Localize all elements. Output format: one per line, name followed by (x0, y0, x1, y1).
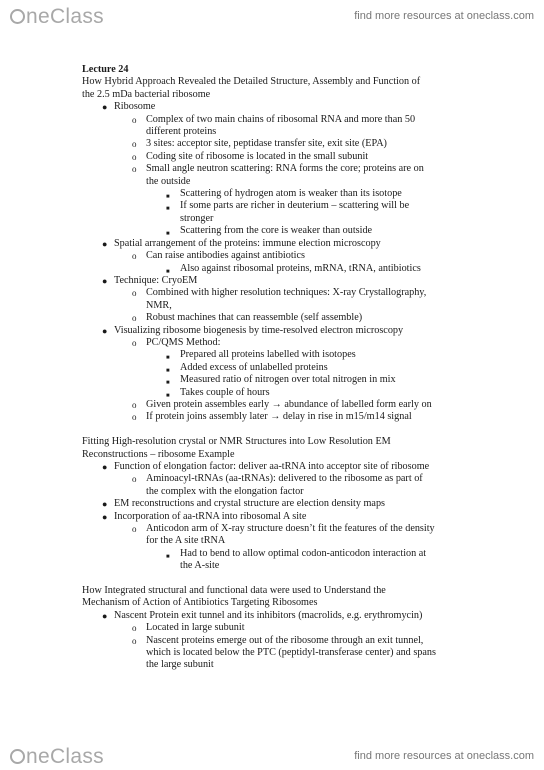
bullet-item: ● Spatial arrangement of the proteins: immune election microscopy (102, 237, 381, 249)
header-tagline[interactable]: find more resources at oneclass.com (354, 10, 534, 22)
section-heading: Reconstructions – ribosome Example (82, 448, 235, 460)
bullet-item: ● EM reconstructions and crystal structure are election density maps (102, 498, 386, 510)
sub-sub-bullet-item: ■ Scattering from the core is weaker than outside (82, 225, 482, 237)
page-footer (0, 742, 544, 770)
sub-bullet-item: o Small angle neutron scattering: RNA forms the core; proteins are on (132, 163, 424, 175)
circle-bullet-icon: o (132, 337, 137, 348)
sub-bullet-item: o Combined with higher resolution techniques: X-ray Crystallography, (132, 287, 427, 299)
sub-bullet-item: o Aminoacyl-tRNAs (aa-tRNAs): delivered to the ribosome as part of (132, 473, 423, 485)
sub-bullet-item: o Given protein assembles early → abundance of labelled form early on (132, 398, 432, 410)
circle-bullet-icon: o (132, 474, 137, 485)
bullet-icon: ● (102, 499, 108, 510)
sub-sub-bullet-item: ■ Measured ratio of nitrogen over total nitrogen in mix (82, 374, 482, 386)
continuation: the complex with the elongation factor (146, 485, 304, 497)
continuation: the large subunit (146, 659, 214, 671)
square-bullet-icon: ■ (166, 392, 170, 399)
section-heading: Fitting High-resolution crystal or NMR Structures into Low Resolution EM (82, 436, 391, 448)
lecture-notes (82, 64, 482, 672)
sub-sub-bullet-item: ■ Scattering of hydrogen atom is weaker than its isotope (82, 188, 482, 200)
circle-bullet-icon: o (132, 635, 137, 646)
circle-bullet-icon: o (132, 151, 137, 162)
sub-sub-bullet-item: ■ Prepared all proteins labelled with isotopes (82, 349, 482, 361)
bullet-icon: ● (102, 511, 108, 522)
bullet-icon: ● (102, 610, 108, 621)
section-heading: the 2.5 mDa bacterial ribosome (82, 88, 211, 100)
circle-bullet-icon: o (132, 139, 137, 150)
oneclass-logo[interactable] (10, 6, 104, 27)
bullet-item: ● Nascent Protein exit tunnel and its inhibitors (macrolids, e.g. erythromycin) (102, 609, 423, 621)
square-bullet-icon: ■ (166, 553, 170, 560)
sub-bullet-item: o Coding site of ribosome is located in the small subunit (132, 150, 369, 162)
square-bullet-icon: ■ (166, 367, 170, 374)
continuation: different proteins (146, 126, 217, 138)
logo-o-icon (10, 9, 25, 24)
sub-sub-bullet-item: ■ If some parts are richer in deuterium – scattering will be (82, 200, 482, 212)
circle-bullet-icon: o (132, 288, 137, 299)
sub-bullet-item: o 3 sites: acceptor site, peptidase transfer site, exit site (EPA) (132, 138, 387, 150)
bullet-icon: ● (102, 325, 108, 336)
circle-bullet-icon: o (132, 164, 137, 175)
square-bullet-icon: ■ (166, 380, 170, 387)
square-bullet-icon: ■ (166, 206, 170, 213)
bullet-icon: ● (102, 102, 108, 113)
paragraph-gap (82, 424, 482, 436)
continuation: which is located below the PTC (peptidyl-transferase center) and spans (146, 647, 436, 659)
sub-sub-bullet-item: ■ Takes couple of hours (82, 387, 482, 399)
logo-text: neClass (26, 744, 104, 768)
bullet-item: ● Incorporation of aa-tRNA into ribosomal A site (102, 510, 307, 522)
sub-bullet-item: o Complex of two main chains of ribosomal RNA and more than 50 (132, 113, 416, 125)
sub-sub-bullet-item: ■ Added excess of unlabelled proteins (82, 362, 482, 374)
sub-bullet-item: o Anticodon arm of X-ray structure doesn’t fit the features of the density (132, 523, 435, 535)
section-heading: How Integrated structural and functional data were used to Understand the (82, 585, 386, 597)
circle-bullet-icon: o (132, 524, 137, 535)
square-bullet-icon: ■ (166, 194, 170, 201)
continuation: stronger (180, 212, 214, 224)
page-header (0, 0, 544, 32)
bullet-icon: ● (102, 238, 108, 249)
continuation: for the A site tRNA (146, 535, 226, 547)
bullet-item: ● Technique: CryoEM (102, 274, 198, 286)
continuation: the outside (146, 175, 191, 187)
continuation: NMR, (146, 299, 172, 311)
oneclass-logo[interactable] (10, 746, 104, 767)
square-bullet-icon: ■ (166, 231, 170, 238)
section-heading: Mechanism of Action of Antibiotics Targeting Ribosomes (82, 597, 318, 609)
sub-bullet-item: o If protein joins assembly later → delay in rise in m15/m14 signal (132, 411, 412, 423)
section-heading: How Hybrid Approach Revealed the Detailed Structure, Assembly and Function of (82, 76, 421, 88)
bullet-icon: ● (102, 275, 108, 286)
logo-o-icon (10, 749, 25, 764)
square-bullet-icon: ■ (166, 355, 170, 362)
circle-bullet-icon: o (132, 399, 137, 410)
sub-bullet-item: o Robust machines that can reassemble (self assemble) (132, 312, 363, 324)
circle-bullet-icon: o (132, 114, 137, 125)
square-bullet-icon: ■ (166, 268, 170, 275)
circle-bullet-icon: o (132, 623, 137, 634)
lecture-title: Lecture 24 (82, 64, 129, 75)
bullet-item: ● Visualizing ribosome biogenesis by time-resolved electron microscopy (102, 324, 404, 336)
bullet-icon: ● (102, 461, 108, 472)
footer-tagline[interactable]: find more resources at oneclass.com (354, 750, 534, 762)
sub-sub-bullet-item: ■ Had to bend to allow optimal codon-anticodon interaction at (82, 548, 482, 560)
circle-bullet-icon: o (132, 412, 137, 423)
continuation: the A-site (180, 560, 220, 572)
sub-sub-bullet-item: ■ Also against ribosomal proteins, mRNA, tRNA, antibiotics (82, 263, 482, 275)
logo-text: neClass (26, 4, 104, 28)
circle-bullet-icon: o (132, 313, 137, 324)
sub-bullet-item: o Located in large subunit (132, 622, 245, 634)
circle-bullet-icon: o (132, 251, 137, 262)
paragraph-gap (82, 573, 482, 585)
sub-bullet-item: o Nascent proteins emerge out of the ribosome through an exit tunnel, (132, 634, 424, 646)
sub-bullet-item: o Can raise antibodies against antibiotics (132, 250, 306, 262)
bullet-item: ● Function of elongation factor: deliver aa-tRNA into acceptor site of ribosome (102, 460, 430, 472)
bullet-item: ● Ribosome (102, 101, 156, 113)
sub-bullet-item: o PC/QMS Method: (132, 336, 221, 348)
